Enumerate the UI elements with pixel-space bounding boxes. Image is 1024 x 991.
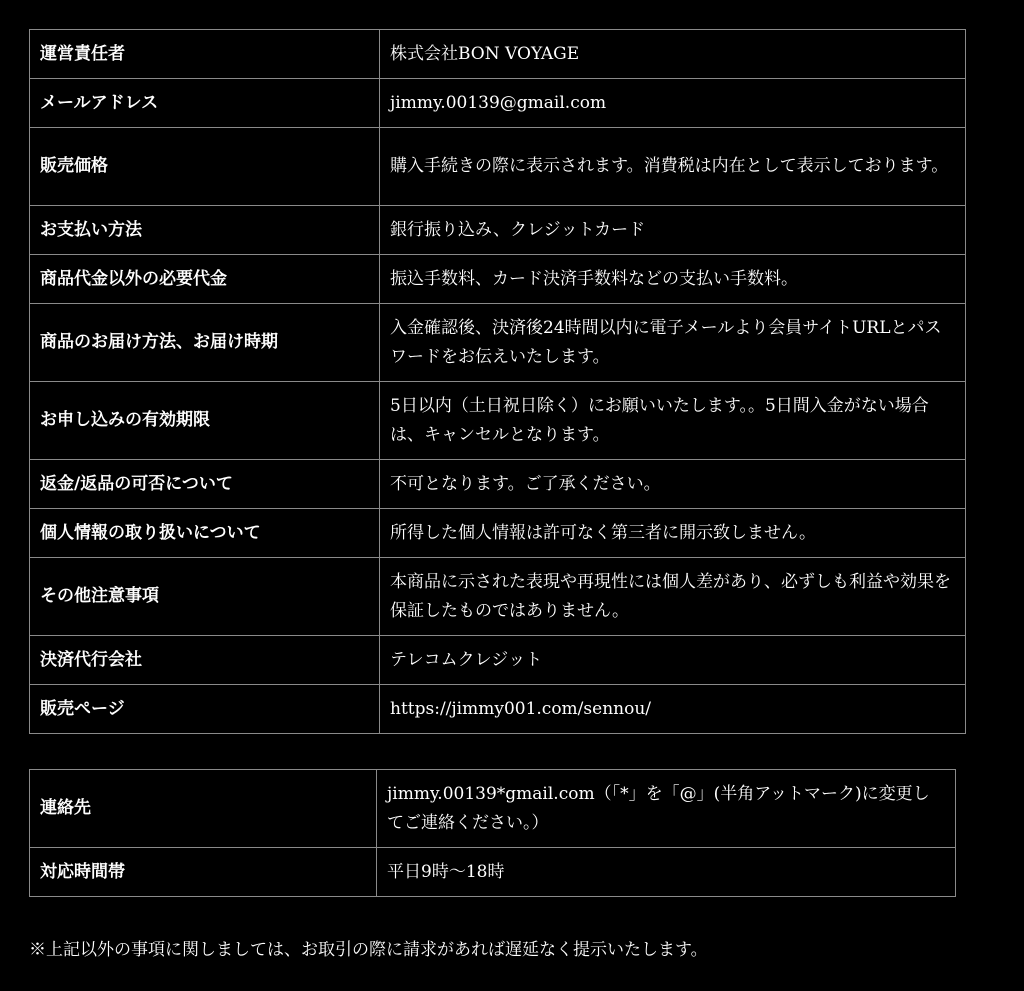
row-label-operator: 運営責任者 [30, 30, 380, 79]
table-row [30, 30, 966, 79]
row-value-price: 購入手続きの際に表示されます。消費税は内在として表示しております。 [380, 128, 966, 206]
row-value-privacy: 所得した個人情報は許可なく第三者に開示致しません。 [380, 509, 966, 558]
commerce-disclosure-table [29, 29, 966, 734]
row-label-notes: その他注意事項 [30, 558, 380, 636]
row-value-delivery: 入金確認後、決済後24時間以内に電子メールより会員サイトURLとパスワードをお伝えいたします。 [380, 304, 966, 382]
row-value-hours: 平日9時〜18時 [377, 848, 956, 897]
footnote: ※上記以外の事項に関しましては、お取引の際に請求があれば遅延なく提示いたします。 [29, 940, 708, 960]
row-value-sales-page: https://jimmy001.com/sennou/ [380, 685, 966, 734]
row-label-delivery: 商品のお届け方法、お届け時期 [30, 304, 380, 382]
table-row [30, 460, 966, 509]
row-label-email: メールアドレス [30, 79, 380, 128]
row-value-email: jimmy.00139@gmail.com [380, 79, 966, 128]
row-value-notes: 本商品に示された表現や再現性には個人差があり、必ずしも利益や効果を保証したものではありません。 [380, 558, 966, 636]
row-value-extra-fees: 振込手数料、カード決済手数料などの支払い手数料。 [380, 255, 966, 304]
table-row [30, 255, 966, 304]
row-value-payment-agent: テレコムクレジット [380, 636, 966, 685]
row-value-deadline: 5日以内（土日祝日除く）にお願いいたします。。5日間入金がない場合は、キャンセルとなります。 [380, 382, 966, 460]
table-row [30, 685, 966, 734]
row-label-sales-page: 販売ページ [30, 685, 380, 734]
table-row [30, 128, 966, 206]
table-row [30, 509, 966, 558]
row-value-operator: 株式会社BON VOYAGE [380, 30, 966, 79]
table-row [30, 770, 956, 848]
row-label-hours: 対応時間帯 [30, 848, 377, 897]
row-label-extra-fees: 商品代金以外の必要代金 [30, 255, 380, 304]
row-label-privacy: 個人情報の取り扱いについて [30, 509, 380, 558]
row-value-refund: 不可となります。ご了承ください。 [380, 460, 966, 509]
table-row [30, 304, 966, 382]
row-label-refund: 返金/返品の可否について [30, 460, 380, 509]
contact-table [29, 769, 956, 897]
row-label-price: 販売価格 [30, 128, 380, 206]
row-label-contact: 連絡先 [30, 770, 377, 848]
table-row [30, 79, 966, 128]
row-label-deadline: お申し込みの有効期限 [30, 382, 380, 460]
row-label-payment-method: お支払い方法 [30, 206, 380, 255]
table-row [30, 848, 956, 897]
table-row [30, 206, 966, 255]
row-label-payment-agent: 決済代行会社 [30, 636, 380, 685]
row-value-payment-method: 銀行振り込み、クレジットカード [380, 206, 966, 255]
row-value-contact: jimmy.00139*gmail.com（「*」を「@」(半角アットマーク)に変更してご連絡ください。） [377, 770, 956, 848]
table-row [30, 382, 966, 460]
table-row [30, 636, 966, 685]
table-row [30, 558, 966, 636]
